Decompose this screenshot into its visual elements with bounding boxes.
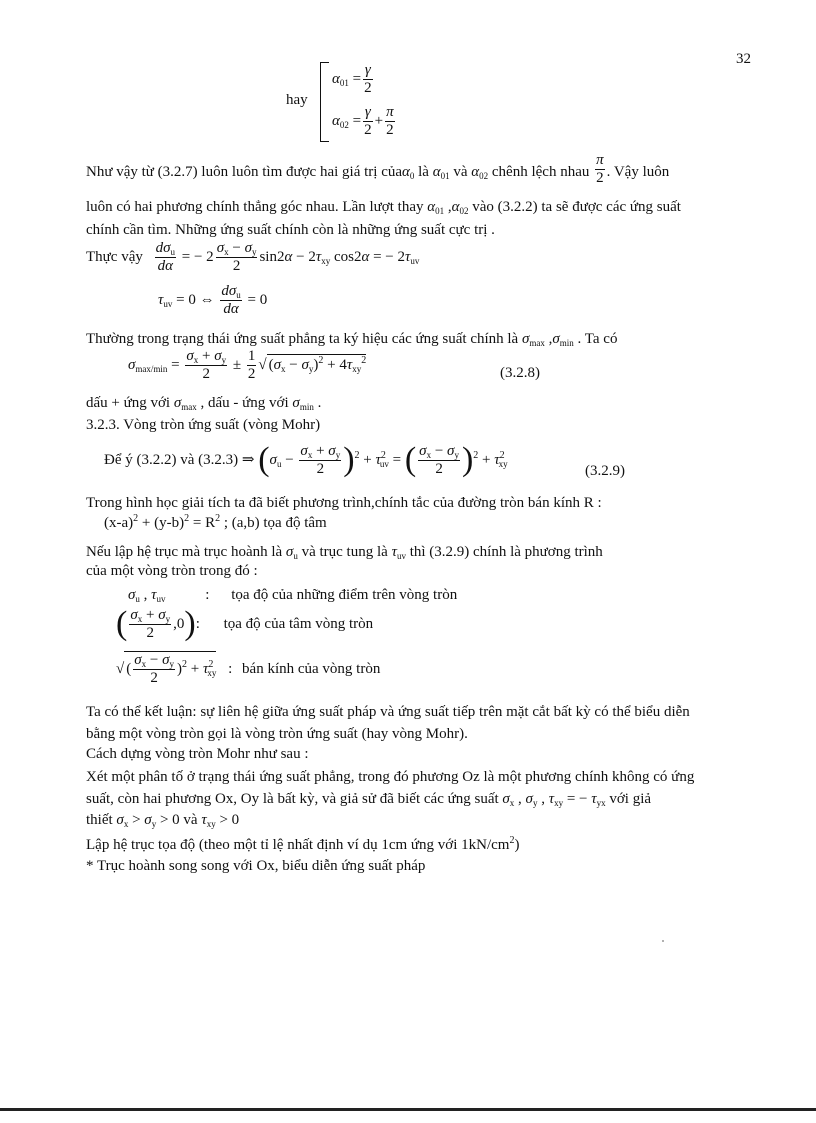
- paragraph-3: chính cần tìm. Những ứng suất chính còn là những ứng suất cực trị .: [86, 222, 495, 238]
- hay-label: hay: [286, 92, 308, 108]
- paragraph-4: Thường trong trạng thái ứng suất phẳng ta ký hiệu các ứng suất chính là $\sigma_{max}$ $,\sigma_{min}$ . Ta có: [86, 331, 618, 348]
- bottom-rule: [0, 1108, 816, 1111]
- paragraph-14: suất, còn hai phương Ox, Oy là bất kỳ, và giả sử đã biết các ứng suất $\sigma_x$ , $\sigma_y$ , $\tau_{xy}$ = − $\tau_{yx}$ với giả: [86, 791, 652, 808]
- paragraph-9: của một vòng tròn trong đó :: [86, 563, 258, 579]
- page-number: 32: [736, 51, 751, 67]
- paragraph-8: Nếu lập hệ trục mà trục hoành là $\sigma_u$ và trục tung là $\tau_{uv}$ thì (3.2.9) chính là phương trình: [86, 544, 603, 561]
- paragraph-13: Xét một phân tố ở trạng thái ứng suất phẳng, trong đó phương Oz là một phương chính không có ứng: [86, 769, 695, 785]
- paragraph-6: Trong hình học giải tích ta đã biết phương trình,chính tắc của đường tròn bán kính R :: [86, 495, 602, 511]
- circle-equation: $(x-a)^2 + (y-b)^2 = R^2$ ; (a,b) tọa độ tâm: [104, 513, 327, 531]
- def-point-coords: $\sigma_u$ , $\tau_{uv}$ : tọa độ của những điểm trên vòng tròn: [128, 587, 458, 604]
- paragraph-15: thiết $\sigma_x > \sigma_y > 0$ và $\tau_{xy} > 0$: [86, 812, 240, 829]
- principal-stress-equation: $\sigma_{max/min}$ = $\frac{\sigma_x + \sigma_y}{2}$ ± $\frac{1}{2}$ √ $(\sigma_x - \sigma_y)^2 + 4\tau_{xy}^2$: [128, 348, 367, 383]
- paragraph-5: dấu + ứng với $\sigma_{max}$ , dấu - ứng với $\sigma_{min}$ .: [86, 395, 322, 412]
- alpha02-eq: $\alpha_{02}$ = $\frac{\gamma}{2}$ + $\frac{\pi}{2}$: [332, 104, 394, 139]
- eq-328-label: (3.2.8): [500, 365, 540, 381]
- scan-speck: [662, 940, 664, 942]
- tau-zero-equation: $\tau_{uv} = 0$ ⇔ $\frac{d\sigma_u}{d\alpha}$ = 0: [158, 283, 268, 318]
- paragraph-2: luôn có hai phương chính thẳng góc nhau. Lần lượt thay $\alpha_{01}$ $,\alpha_{02}$ vào (3.2.2) ta sẽ được các ứng suất: [86, 199, 681, 216]
- def-center: ( $\frac{\sigma_x + \sigma_y}{2}$ ,0): tọa độ của tâm vòng tròn: [116, 605, 374, 642]
- paragraph-11: bằng một vòng tròn gọi là vòng tròn ứng suất (hay vòng Mohr).: [86, 726, 468, 742]
- section-heading: 3.2.3. Vòng tròn ứng suất (vòng Mohr): [86, 417, 321, 433]
- paragraph-12: Cách dựng vòng tròn Mohr như sau :: [86, 746, 309, 762]
- mohr-equation: Để ý (3.2.2) và (3.2.3) ⇒ ($\sigma_u$ − $\frac{\sigma_x + \sigma_y}{2}$ )$^2 + \tau^2_{uv}$ = ( $\frac{\sigma_x - \sigma_y}{2}$ )$^2 + \tau^2_{xy}$: [104, 441, 508, 478]
- alpha01-eq: $\alpha_{01}$ = $\frac{\gamma}{2}$: [332, 62, 372, 97]
- eq-329-label: (3.2.9): [585, 463, 625, 479]
- derivative-equation: Thực vậy $\frac{d\sigma_u}{d\alpha}$ = − 2 $\frac{\sigma_x - \sigma_y}{2}$ $\sin 2\alpha - 2\tau_{xy}$ cos2α = − $2\tau_{uv}$: [86, 240, 420, 275]
- paragraph-10: Ta có thể kết luận: sự liên hệ giữa ứng suất pháp và ứng suất tiếp trên mặt cắt bất kỳ có thể biểu diễn: [86, 704, 690, 720]
- paragraph-16: Lập hệ trục tọa độ (theo một tỉ lệ nhất định ví dụ 1cm ứng với $1kN/cm^2$): [86, 835, 520, 853]
- paragraph-17: * Trục hoành song song với Ox, biểu diễn ứng suất pháp: [86, 858, 426, 874]
- def-radius: √ ( $\frac{\sigma_x - \sigma_y}{2}$ )$^2 + \tau^2_{xy}$ : bán kính của vòng tròn: [116, 652, 381, 687]
- paragraph-1: Như vậy từ (3.2.7) luôn luôn tìm được hai giá trị củaα$_0$ là $\alpha_{01}$ và $\alpha_{02}$ chênh lệch nhau $\frac{\pi}{2}$ . Vậy luôn: [86, 152, 670, 187]
